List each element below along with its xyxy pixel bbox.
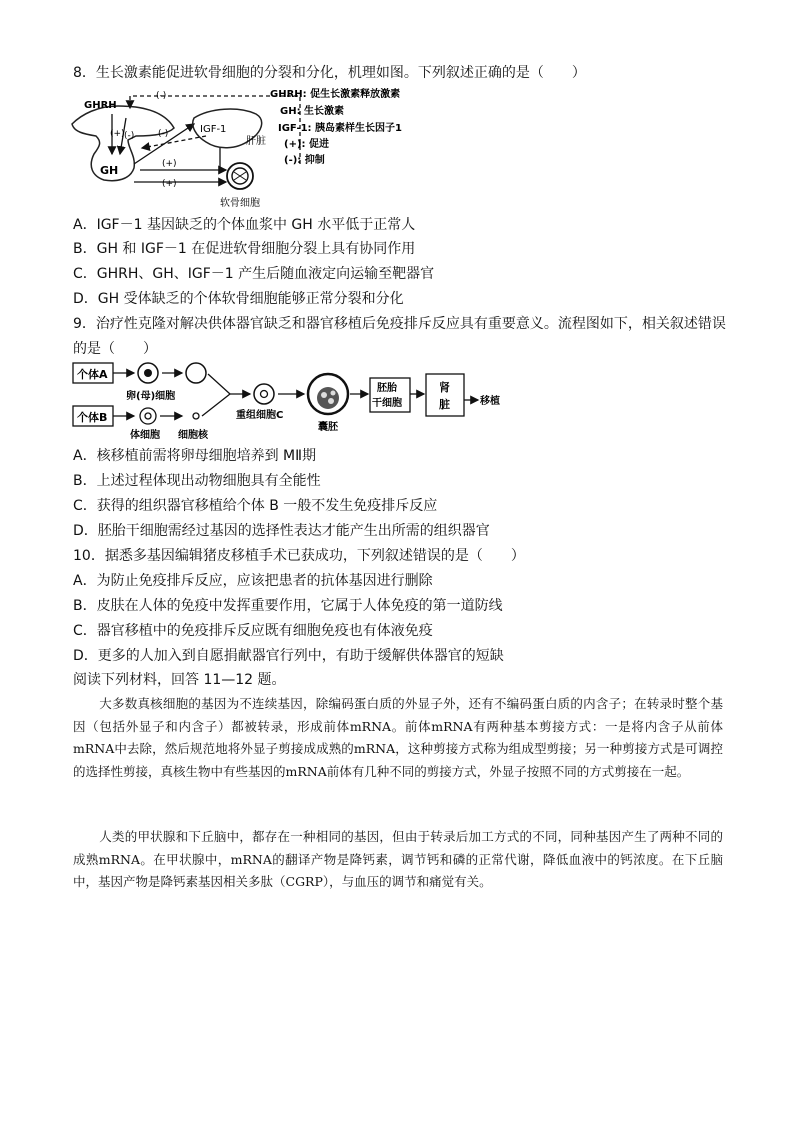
q9-option-b: B．上述过程体现出动物细胞具有全能性 — [73, 473, 321, 489]
oocyte-icon — [138, 363, 158, 383]
liver-label: 肝脏 — [246, 136, 266, 147]
legend-item: (-): 抑制 — [284, 155, 325, 166]
legend-item: (+): 促进 — [284, 139, 329, 150]
reading-paragraph-1 — [73, 693, 723, 783]
q8-option-b: B．GH 和 IGF－1 在促进软骨细胞分裂上具有协同作用 — [73, 241, 416, 257]
q10-option-d: D．更多的人加入到自愿捐献器官行列中，有助于缓解供体器官的短缺 — [73, 648, 504, 664]
sign-minus-top: (-) — [156, 91, 167, 101]
q10-option-c: C．器官移植中的免疫排斥反应既有细胞免疫也有体液免疫 — [73, 623, 433, 639]
q10-option-a: A．为防止免疫排斥反应，应该把患者的抗体基因进行删除 — [73, 573, 433, 589]
q10-stem: 10．据悉多基因编辑猪皮移植手术已获成功，下列叙述错误的是（ ） — [73, 548, 525, 564]
stem-cell-label-1: 胚胎 — [377, 383, 397, 394]
reading-intro: 阅读下列材料，回答 11—12 题。 — [73, 672, 286, 688]
blastocyst-label: 囊胚 — [318, 422, 338, 433]
reading-paragraph-1-text: 大多数真核细胞的基因为不连续基因，除编码蛋白质的外显子外，还有不编码蛋白质的内含子；在转录时整个基因（包括外显子和内含子）都被转录，形成前体mRNA。前体mRNA有两种基本剪接方式：一是将内含子从前体mRNA中去除，然后规范地将外显子剪接成成熟的mRNA，这种剪接方式称为组成型剪接；另一种剪接方式是可调控的选择性剪接，真核生物中有些基因的mRNA前体有几种不同的剪接方式，外显子按照不同的方式剪接在一起。 — [73, 696, 723, 779]
q8-figure — [70, 84, 440, 212]
enucleated-oocyte-icon — [186, 363, 206, 383]
legend-item: GHRH: 促生长激素释放激素 — [270, 89, 401, 100]
sign-plus-mid: (+) — [162, 159, 177, 169]
nucleus-icon — [193, 413, 199, 419]
individual-b: 个体B — [77, 411, 108, 424]
legend-item: GH: 生长激素 — [280, 106, 345, 117]
recombinant-cell-icon — [254, 384, 274, 404]
recombinant-label: 重组细胞C — [236, 410, 284, 421]
transplant-label: 移植 — [480, 396, 500, 407]
reading-paragraph-2-text: 人类的甲状腺和下丘脑中，都存在一种相同的基因，但由于转录后加工方式的不同，同种基因产生了两种不同的成熟mRNA。在甲状腺中，mRNA的翻译产物是降钙素，调节钙和磷的正常代谢，降低血液中的钙浓度。在下丘脑中，基因产物是降钙素基因相关多肽（CGRP），与血压的调节和痛觉有关。 — [73, 829, 723, 889]
q9-option-c: C．获得的组织器官移植给个体 B 一般不发生免疫排斥反应 — [73, 498, 438, 514]
q8-option-d: D．GH 受体缺乏的个体软骨细胞能够正常分裂和分化 — [73, 291, 404, 307]
q8-option-a: A．IGF－1 基因缺乏的个体血浆中 GH 水平低于正常人 — [73, 217, 416, 233]
q9-option-a: A．核移植前需将卵母细胞培养到 MⅡ期 — [73, 448, 316, 464]
ghrh-label: GHRH — [84, 100, 117, 111]
cartilage-label: 软骨细胞 — [220, 198, 260, 209]
q8-stem: 8．生长激素能促进软骨细胞的分裂和分化，机理如图。下列叙述正确的是（ ） — [73, 65, 586, 81]
sign-plus-bottom: (+) — [162, 179, 177, 189]
q9-option-d: D．胚胎干细胞需经过基因的选择性表达才能产生出所需的组织器官 — [73, 523, 490, 539]
legend-item: IGF-1: 胰岛素样生长因子1 — [278, 123, 402, 134]
cartilage-cell-icon — [227, 163, 253, 189]
reading-paragraph-2 — [73, 826, 723, 894]
somatic-cell-label: 体细胞 — [130, 430, 160, 441]
q10-option-b: B．皮肤在人体的免疫中发挥重要作用，它属于人体免疫的第一道防线 — [73, 598, 503, 614]
blastocyst-icon — [308, 374, 348, 414]
q9-stem-line1: 9．治疗性克隆对解决供体器官缺乏和器官移植后免疫排斥反应具有重要意义。流程图如下，相关叙述错误 — [73, 316, 726, 332]
gh-label: GH — [100, 164, 119, 177]
q9-figure — [72, 360, 512, 444]
igf-label: IGF-1 — [200, 124, 227, 135]
sign-minus-1: (-) — [124, 131, 135, 141]
somatic-cell-icon — [140, 408, 156, 424]
stem-cell-label-2: 干细胞 — [372, 398, 402, 409]
q9-stem-line2: 的是（ ） — [73, 341, 157, 357]
sign-plus-1: (+) — [110, 129, 125, 139]
individual-a: 个体A — [77, 368, 108, 381]
oocyte-label: 卵(母)细胞 — [126, 391, 176, 402]
sign-minus-mid: (-) — [158, 129, 169, 139]
q8-option-c: C．GHRH、GH、IGF－1 产生后随血液定向运输至靶器官 — [73, 266, 435, 282]
nucleus-label: 细胞核 — [178, 430, 208, 441]
kidney-label-2: 脏 — [439, 398, 450, 411]
kidney-label-1: 肾 — [439, 381, 450, 394]
